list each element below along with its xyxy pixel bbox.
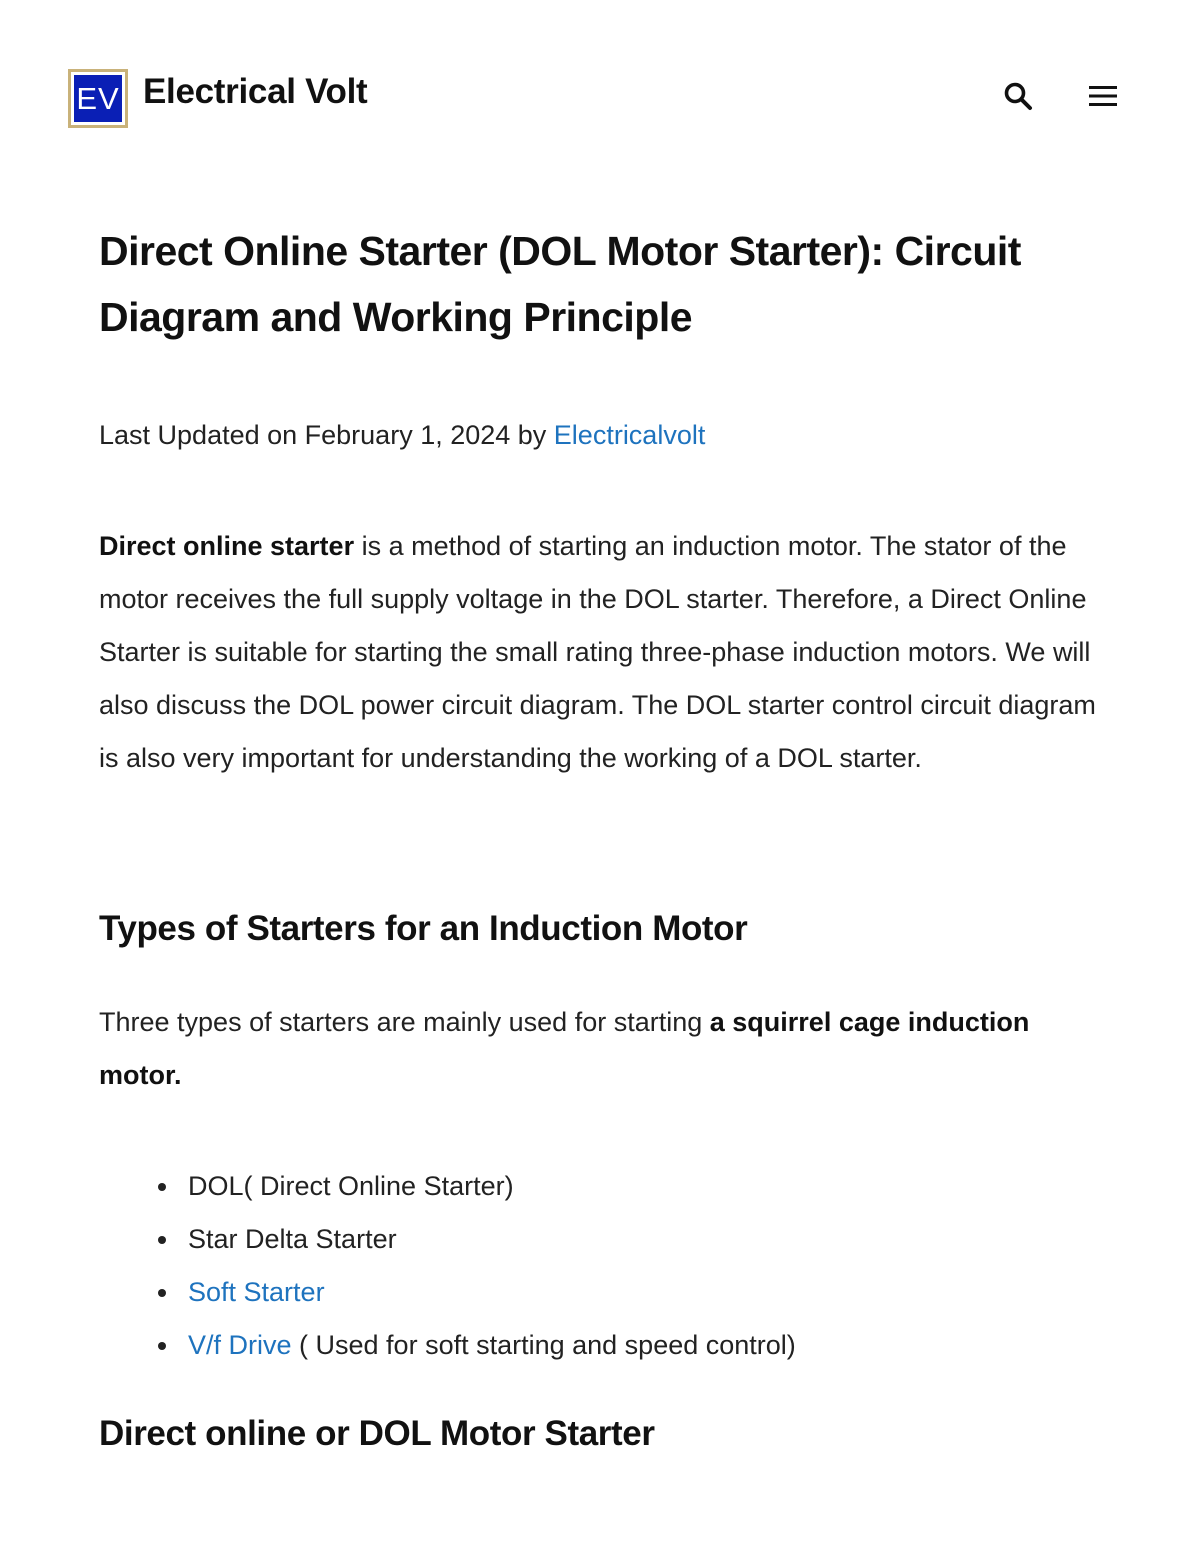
menu-button[interactable] <box>1085 78 1121 114</box>
article-meta <box>99 417 705 453</box>
meta-updated-text: Last Updated on February 1, 2024 by <box>99 420 554 450</box>
intro-bold-lead: Direct online starter <box>99 531 355 561</box>
site-logo[interactable] <box>68 69 128 128</box>
list-item <box>188 1266 796 1319</box>
author-link[interactable]: Electricalvolt <box>553 420 706 450</box>
hamburger-menu-icon <box>1088 84 1118 108</box>
search-button[interactable] <box>1000 78 1036 114</box>
site-title-link[interactable]: Electrical Volt <box>143 72 368 111</box>
list-item <box>188 1319 796 1372</box>
types-paragraph-bold: a squirrel cage induction motor. <box>99 1007 1030 1090</box>
article-title: Direct Online Starter (DOL Motor Starter): Circuit Diagram and Working Principle <box>99 228 1021 340</box>
vf-drive-link[interactable]: V/f Drive <box>188 1330 292 1360</box>
starter-types-list <box>99 1160 796 1372</box>
intro-text: is a method of starting an induction motor. The stator of the motor receives the full supply voltage in the DOL starter. Therefore, a Direct Online Starter is suitable for starting the small rating three-phase induction motors. We will also discuss the DOL power circuit diagram. The DOL starter control circuit diagram is also very important for understanding the working of a DOL starter. <box>99 531 1096 773</box>
types-paragraph-text: Three types of starters are mainly used for starting <box>99 1007 710 1037</box>
list-item-text: DOL( Direct Online Starter) <box>188 1171 514 1201</box>
list-item-text: Star Delta Starter <box>188 1224 397 1254</box>
site-header <box>0 0 1200 192</box>
soft-starter-link[interactable]: Soft Starter <box>188 1277 325 1307</box>
types-heading: Types of Starters for an Induction Motor <box>99 909 748 948</box>
types-paragraph <box>99 996 1109 1102</box>
list-item-suffix: ( Used for soft starting and speed control) <box>291 1330 796 1360</box>
list-item <box>188 1213 796 1266</box>
search-icon <box>1003 81 1033 111</box>
logo-text: EV <box>74 75 122 122</box>
dol-heading: Direct online or DOL Motor Starter <box>99 1414 655 1453</box>
intro-paragraph <box>99 520 1109 785</box>
list-item <box>188 1160 796 1213</box>
